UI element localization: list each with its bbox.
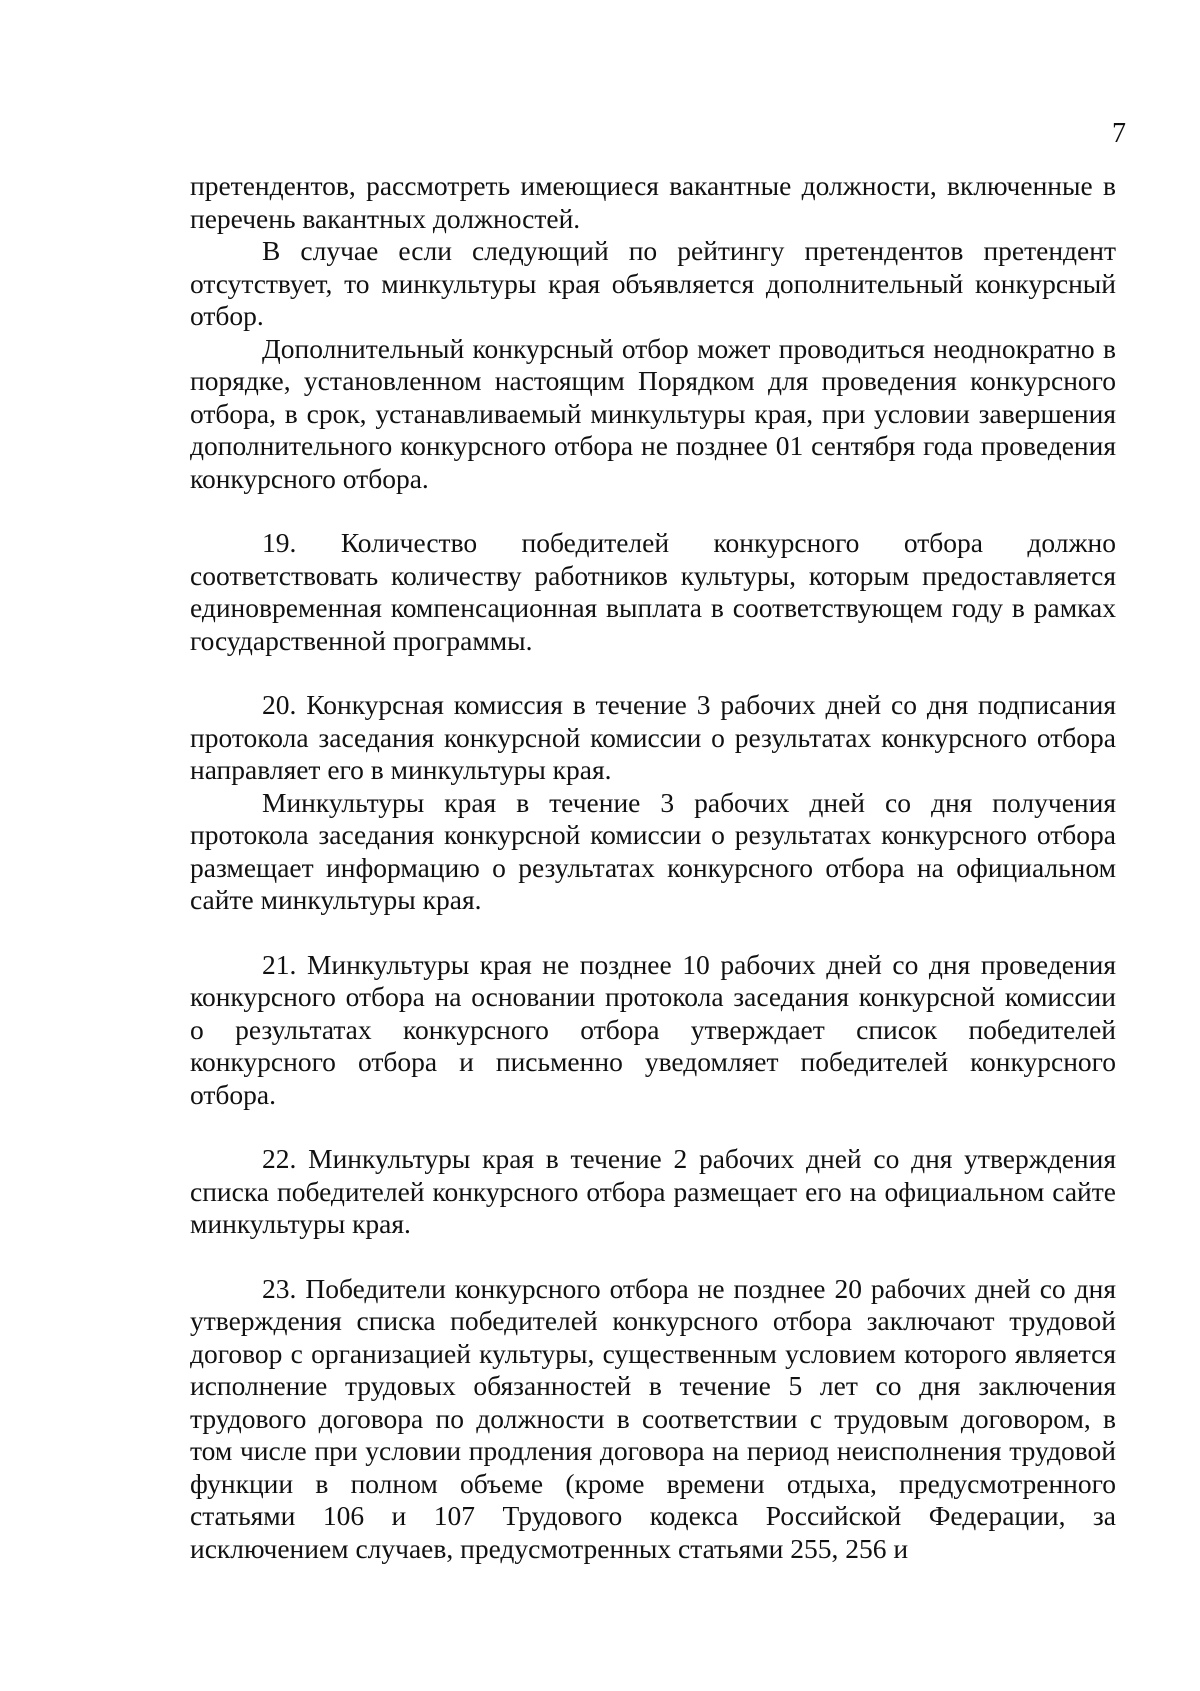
paragraph-20-publication: Минкультуры края в течение 3 рабочих дней со дня получения протокола заседания конкурсной комиссии о результатах конкурсного отбора размещает информацию о результатах конкурсного отбора на официальном сайте минкультуры края. <box>190 786 1116 915</box>
document-body <box>190 170 1116 1565</box>
paragraph-22: 22. Минкультуры края в течение 2 рабочих дней со дня утверждения списка победителей конкурсного отбора размещает его на официальном сайте минкультуры края. <box>190 1143 1116 1239</box>
paragraph-continuation: претендентов, рассмотреть имеющиеся вакантные должности, включенные в перечень вакантных должностей. <box>190 170 1116 234</box>
paragraph-23: 23. Победители конкурсного отбора не позднее 20 рабочих дней со дня утверждения списка победителей конкурсного отбора заключают трудовой договор с организацией культуры, существенным условием которого является исполнение трудовых обязанностей в течение 5 лет со дня заключения трудового договора по должности в соответствии с трудовым договором, в том числе при условии продления договора на период неисполнения трудовой функции в полном объеме (кроме времени отдыха, предусмотренного статьями 106 и 107 Трудового кодекса Российской Федерации, за исключением случаев, предусмотренных статьями 255, 256 и <box>190 1272 1116 1564</box>
paragraph-next-applicant: В случае если следующий по рейтингу претендентов претендент отсутствует, то минкультуры края объявляется дополнительный конкурсный отбор. <box>190 235 1116 331</box>
paragraph-additional-selection: Дополнительный конкурсный отбор может проводиться неоднократно в порядке, установленном настоящим Порядком для проведения конкурсного отбора, в срок, устанавливаемый минкультуры края, при условии завершения дополнительного конкурсного отбора не позднее 01 сентября года проведения конкурсного отбора. <box>190 332 1116 494</box>
paragraph-20: 20. Конкурсная комиссия в течение 3 рабочих дней со дня подписания протокола заседания конкурсной комиссии о результатах конкурсного отбора направляет его в минкультуры края. <box>190 689 1116 785</box>
paragraph-21: 21. Минкультуры края не позднее 10 рабочих дней со дня проведения конкурсного отбора на основании протокола заседания конкурсной комиссии о результатах конкурсного отбора утверждает список победителей конкурсного отбора и письменно уведомляет победителей конкурсного отбора. <box>190 948 1116 1110</box>
page-number: 7 <box>1112 118 1126 149</box>
paragraph-19: 19. Количество победителей конкурсного отбора должно соответствовать количеству работников культуры, которым предоставляется единовременная компенсационная выплата в соответствующем году в рамках государственной программы. <box>190 527 1116 656</box>
